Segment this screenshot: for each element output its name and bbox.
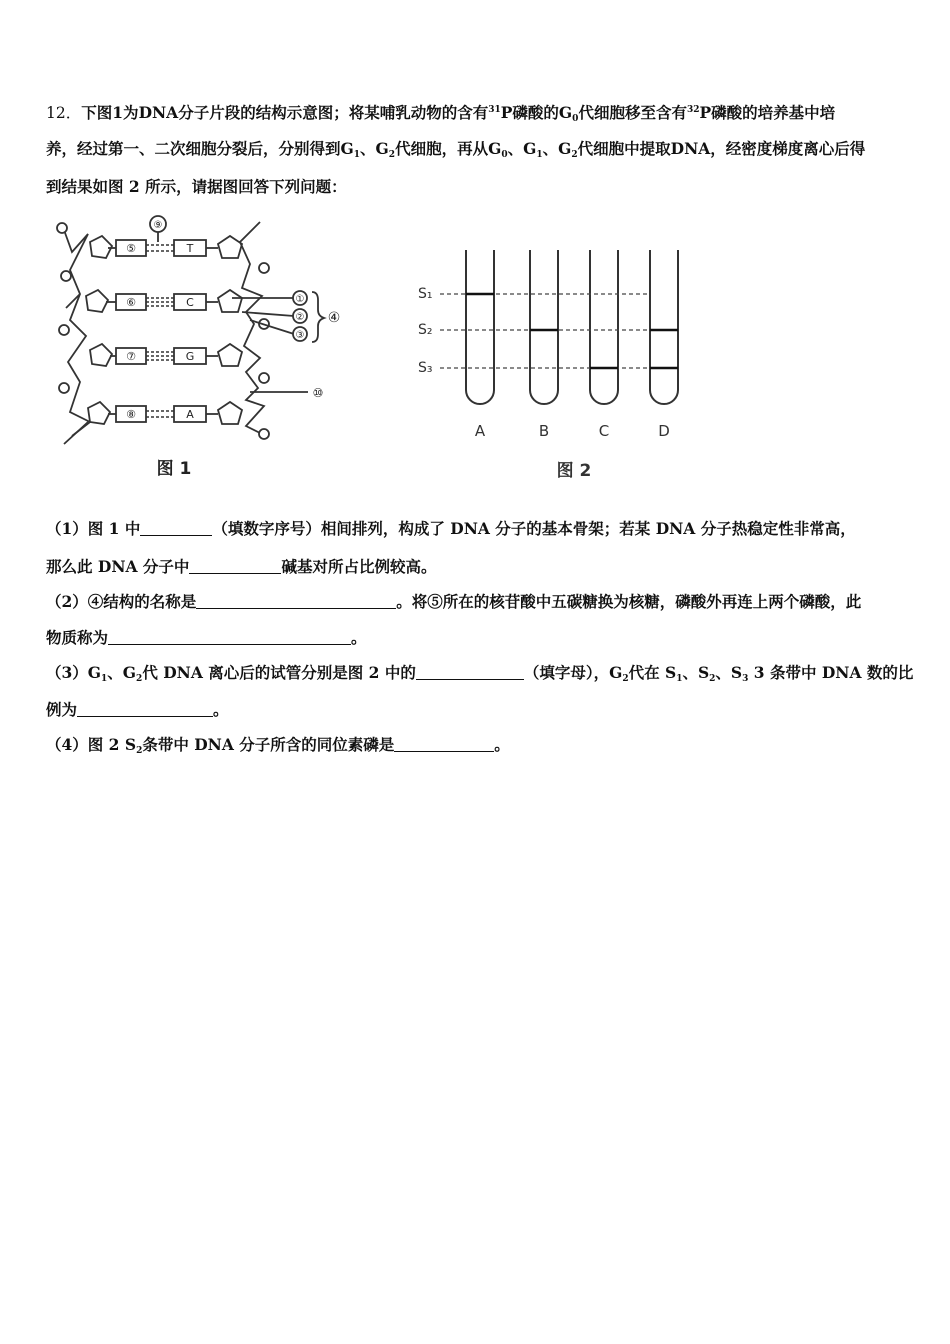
fig1-box-left-1: ⑤: [126, 242, 136, 255]
fig1-base-2: C: [186, 296, 194, 309]
answer-blank-2[interactable]: [189, 557, 281, 574]
sub-question-4: （4）图 2 $S_2$条带中 DNA 分子所含的同位素磷是 。: [46, 735, 510, 756]
figure-2-centrifuge-tubes: [410, 240, 700, 486]
fig1-label-group: ④: [327, 310, 341, 326]
fig2-caption: 图 2: [556, 461, 592, 481]
answer-blank-7[interactable]: [394, 735, 494, 752]
tube-label-d: D: [658, 422, 670, 440]
sub-question-3-line-1: $(3)G_1$、$G_2$代 DNA 离心后的试管分别是图 2 中的 （填字母），$G_2$代在 $S_1$、$S_2$、$S_3$ 3 条带中 DNA 数的比: [46, 663, 914, 684]
fig1-label-top: ⑨: [153, 220, 163, 231]
sub-question-1-line-2: 那么此 DNA 分子中 碱基对所占比例较高。: [46, 557, 437, 576]
band-label-s2: S₂: [418, 322, 433, 338]
fig1-base-4: A: [186, 408, 194, 421]
question-stem-line-1: 12．下图1为DNA分子片段的结构示意图；将某哺乳动物的含有$^{31}$P磷酸的$G_0$代细胞移至含有$^{32}$P磷酸的培养基中培: [46, 103, 836, 124]
question-stem-line-3: 到结果如图 2 所示，请据图回答下列问题：: [46, 177, 347, 196]
fig1-box-left-3: ⑦: [126, 350, 136, 363]
fig1-box-left-4: ⑧: [126, 408, 136, 421]
answer-blank-5[interactable]: [416, 663, 524, 680]
fig1-base-1: T: [186, 242, 194, 255]
tube-label-a: A: [474, 422, 486, 440]
fig1-label-3: ③: [295, 330, 305, 341]
tube-label-b: B: [538, 422, 550, 440]
answer-blank-6[interactable]: [77, 700, 213, 717]
band-label-s1: S₁: [418, 286, 433, 302]
sub-question-3-line-2: 例为 。: [46, 700, 229, 719]
fig1-label-bottom: ⑩: [312, 386, 324, 400]
sub-question-2-line-2: 物质称为 。: [46, 628, 367, 647]
answer-blank-1[interactable]: [140, 519, 212, 536]
sub-question-2-line-1: （2）④结构的名称是 。将⑤所在的核苷酸中五碳糖换为核糖，磷酸外再连上两个磷酸，此: [46, 592, 862, 611]
sub-question-1-line-1: （1）图 1 中 （填数字序号）相间排列，构成了 DNA 分子的基本骨架；若某 DNA 分子热稳定性非常高，: [46, 519, 856, 538]
fig1-label-1: ①: [295, 294, 305, 305]
tube-label-c: C: [598, 422, 610, 440]
fig1-caption: 图 1: [156, 459, 192, 479]
fig1-base-3: G: [185, 350, 195, 363]
figure-1-dna-structure: [50, 212, 350, 484]
fig1-label-2: ②: [295, 312, 305, 323]
band-label-s3: S₃: [418, 360, 433, 376]
answer-blank-4[interactable]: [108, 628, 351, 645]
question-number: 12．: [46, 104, 82, 122]
fig1-box-left-2: ⑥: [126, 296, 136, 309]
question-stem-line-2: 养，经过第一、二次细胞分裂后，分别得到$G_1$、$G_2$代细胞，再从$G_0$、$G_1$、$G_2$代细胞中提取DNA，经密度梯度离心后得: [46, 139, 866, 160]
answer-blank-3[interactable]: [196, 592, 396, 609]
